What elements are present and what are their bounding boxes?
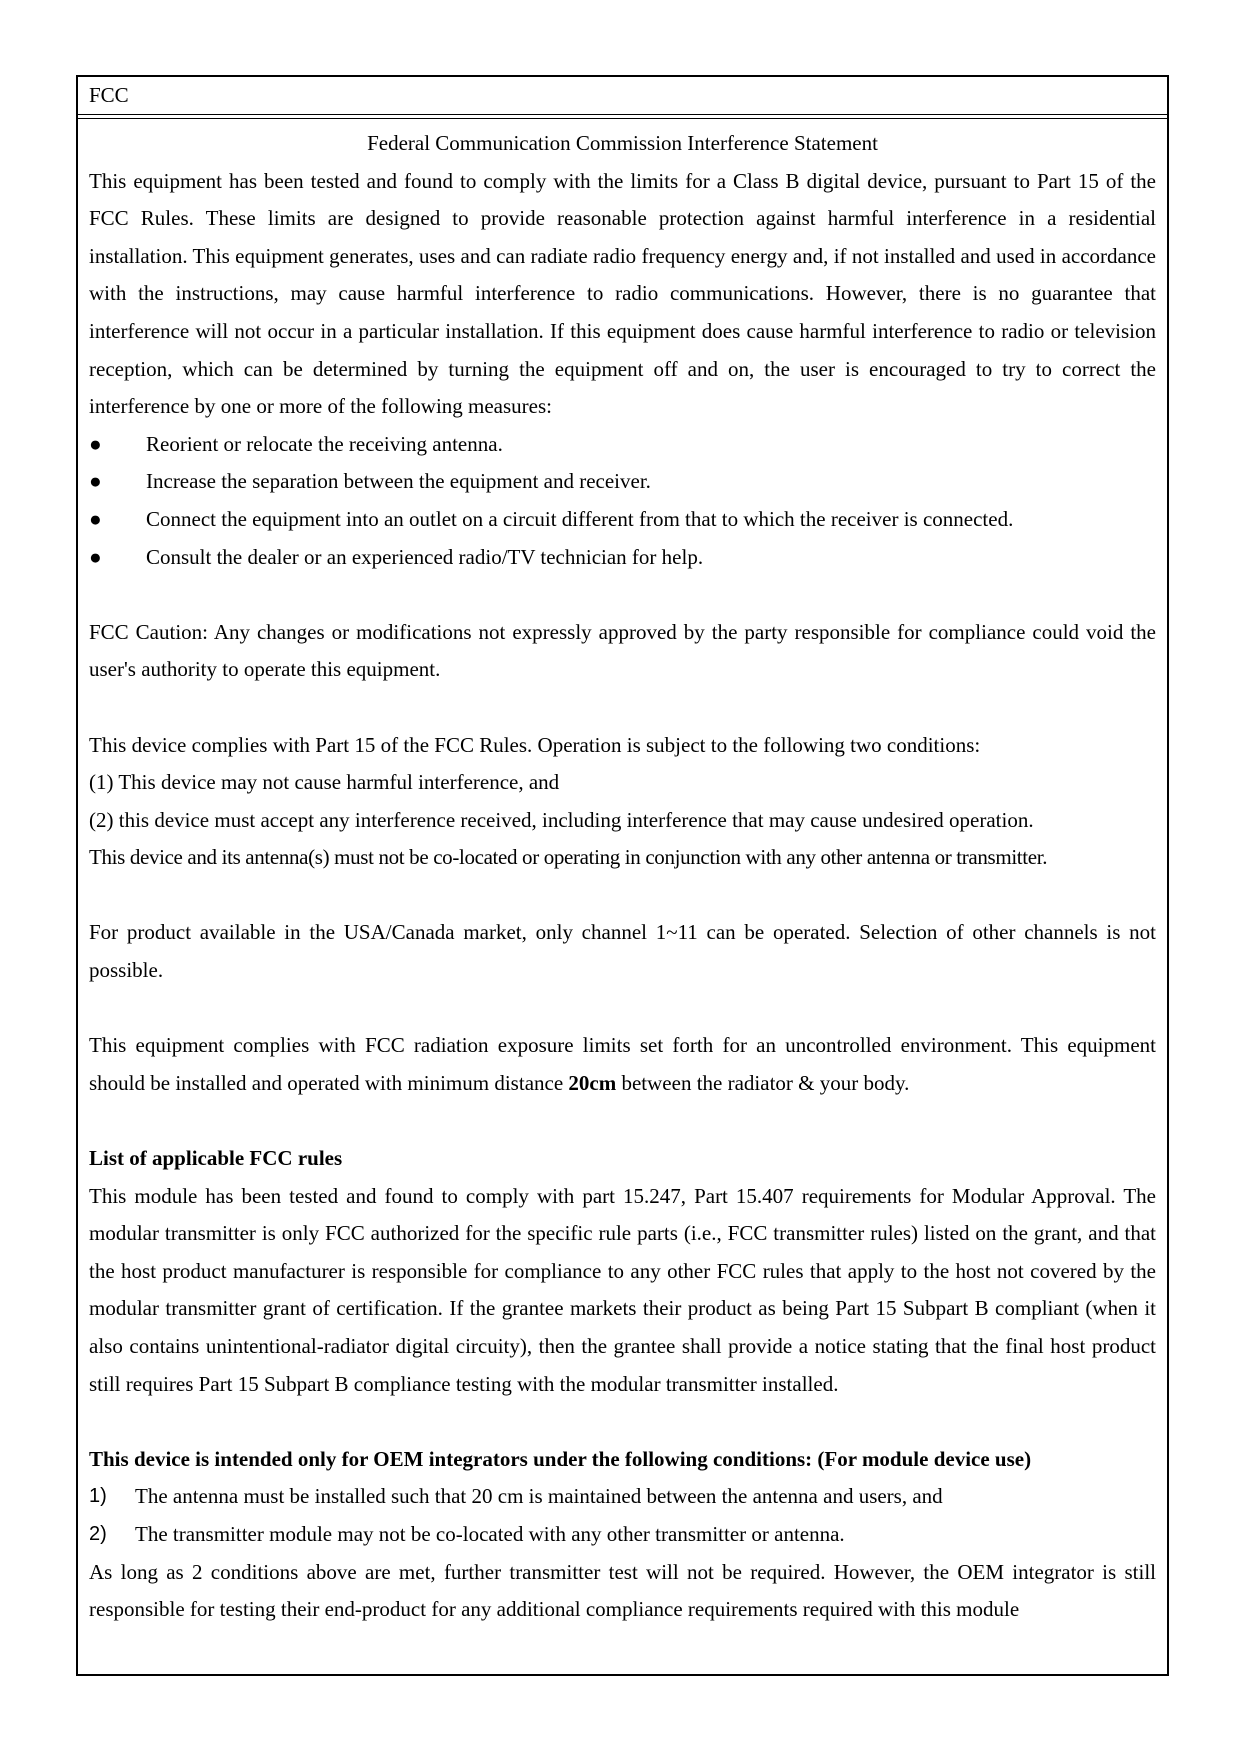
list-item-text: Reorient or relocate the receiving antenna. bbox=[146, 431, 503, 456]
statement-title: Federal Communication Commission Interference Statement bbox=[367, 131, 878, 155]
list-item bbox=[89, 1478, 1156, 1516]
item-number: 1) bbox=[89, 1485, 107, 1508]
oem-heading: This device is intended only for OEM integrators under the following conditions: (For module device use) bbox=[89, 1446, 1032, 1471]
list-item-text: Connect the equipment into an outlet on a circuit different from that to which the receiver is connected. bbox=[146, 506, 1014, 531]
list-item-text: Increase the separation between the equipment and receiver. bbox=[146, 469, 651, 494]
document-body bbox=[89, 125, 1156, 1629]
radiation-text-after: between the radiator & your body. bbox=[616, 1070, 910, 1095]
spacer bbox=[89, 877, 1156, 915]
list-item bbox=[89, 426, 1156, 464]
rules-paragraph: This module has been tested and found to comply with part 15.247, Part 15.407 requirements for Modular Approval. The modular transmitter is only FCC authorized for the specific rule parts (i.e., FCC transmitter rules) listed on the grant, and that the host product manufacturer is responsible for compliance to any other FCC rules that apply to the host not covered by the modular transmitter grant of certification. If the grantee markets their product as being Part 15 Subpart B compliant (when it also contains unintentional-radiator digital circuity), then the grantee shall provide a notice stating that the final host product still requires Part 15 Subpart B compliance testing with the modular transmitter installed. bbox=[89, 1183, 1156, 1396]
complies-paragraph: This device complies with Part 15 of the FCC Rules. Operation is subject to the following two conditions: bbox=[89, 732, 981, 757]
bullet-icon: ● bbox=[89, 431, 102, 456]
list-item bbox=[89, 501, 1156, 539]
bullet-icon: ● bbox=[89, 544, 102, 569]
spacer bbox=[89, 1403, 1156, 1441]
colocation-paragraph: This device and its antenna(s) must not be co-located or operating in conjunction with any other antenna or transmitter. bbox=[89, 845, 1048, 870]
list-item-text: Consult the dealer or an experienced radio/TV technician for help. bbox=[146, 544, 704, 569]
channels-paragraph: For product available in the USA/Canada market, only channel 1~11 can be operated. Selection of other channels is not possible. bbox=[89, 920, 1156, 983]
radiation-distance: 20cm bbox=[568, 1070, 617, 1095]
oem-paragraph: As long as 2 conditions above are met, further transmitter test will not be required. However, the OEM integrator is still responsible for testing their end-product for any additional compliance requirements required with this module bbox=[89, 1559, 1156, 1622]
document-frame bbox=[76, 75, 1169, 1676]
spacer bbox=[89, 689, 1156, 727]
condition-1: (1) This device may not cause harmful interference, and bbox=[89, 770, 560, 795]
list-item-text: The antenna must be installed such that 20 cm is maintained between the antenna and users, and bbox=[135, 1484, 943, 1509]
radiation-text-before: This equipment complies with FCC radiation exposure limits set forth for an uncontrolled environment. This equipment should be installed and operated with minimum distance bbox=[89, 1033, 1156, 1095]
spacer bbox=[89, 576, 1156, 614]
rules-heading: List of applicable FCC rules bbox=[89, 1146, 343, 1171]
interference-paragraph: This equipment has been tested and found to comply with the limits for a Class B digital device, pursuant to Part 15 of the FCC Rules. These limits are designed to provide reasonable protection against harmful interference in a residential installation. This equipment generates, uses and can radiate radio frequency energy and, if not installed and used in accordance with the instructions, may cause harmful interference to radio communications. However, there is no guarantee that interference will not occur in a particular installation. If this equipment does cause harmful interference to radio or television reception, which can be determined by turning the equipment off and on, the user is encouraged to try to correct the interference by one or more of the following measures: bbox=[89, 168, 1156, 419]
list-item-text: The transmitter module may not be co-located with any other transmitter or antenna. bbox=[135, 1521, 845, 1546]
header-divider bbox=[78, 118, 1167, 119]
list-item bbox=[89, 463, 1156, 501]
list-item bbox=[89, 1516, 1156, 1554]
list-item bbox=[89, 539, 1156, 577]
caution-paragraph: FCC Caution: Any changes or modifications not expressly approved by the party responsible for compliance could void the user's authority to operate this equipment. bbox=[89, 619, 1156, 682]
condition-2: (2) this device must accept any interference received, including interference that may cause undesired operation. bbox=[89, 807, 1034, 832]
item-number: 2) bbox=[89, 1522, 107, 1545]
section-header: FCC bbox=[78, 77, 1167, 115]
bullet-icon: ● bbox=[89, 506, 102, 531]
radiation-paragraph bbox=[89, 1027, 1156, 1102]
bullet-icon: ● bbox=[89, 469, 102, 494]
spacer bbox=[89, 990, 1156, 1028]
spacer bbox=[89, 1102, 1156, 1140]
